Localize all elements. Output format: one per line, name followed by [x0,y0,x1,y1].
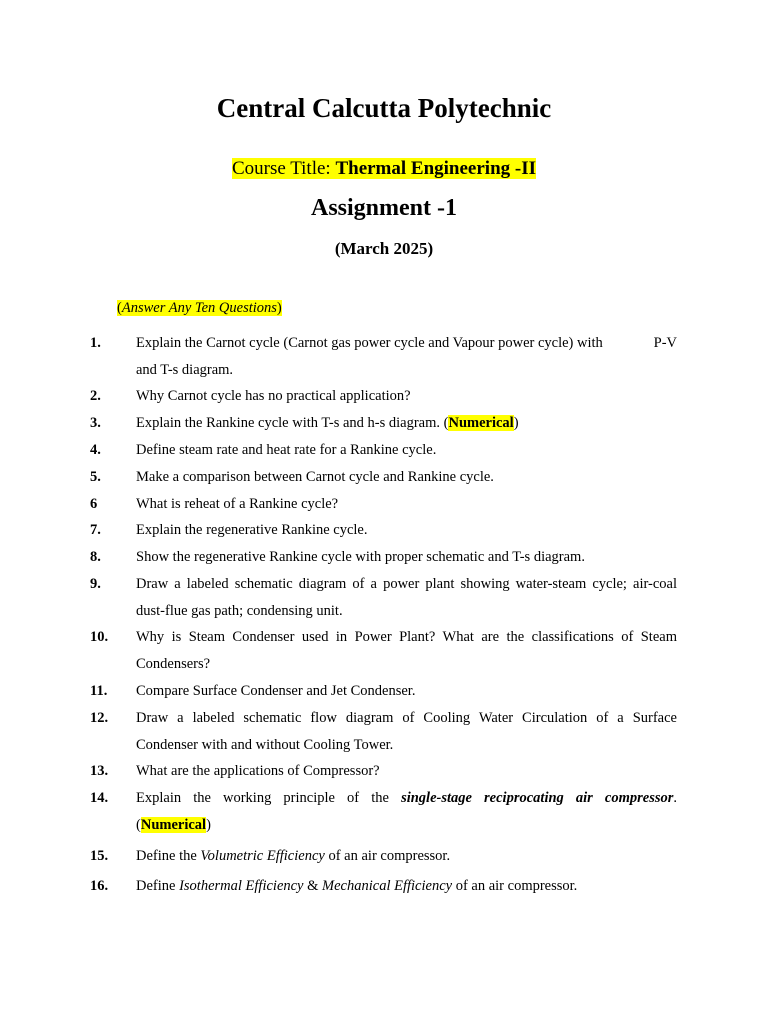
question-line: Define steam rate and heat rate for a Rankine cycle. [136,442,437,458]
question-text [136,624,677,677]
question-line: and T-s diagram. [136,361,234,378]
question-number: 6 [90,496,98,512]
course-name: Thermal Engineering -II [335,158,537,179]
question-line [136,812,677,839]
question-text [136,517,677,544]
question-text [136,705,677,758]
question-number: 11. [90,683,108,699]
question-line-part: ) [206,816,211,833]
question-text [136,544,677,571]
emphasis-text: Isothermal Efficiency [179,878,304,894]
question-text [136,678,677,705]
question-number: 13. [90,763,109,779]
question-line-part: Explain the Rankine cycle with T-s and h-s diagram. ( [136,415,449,431]
question-number: 16. [90,878,109,894]
question-number: 2. [90,388,101,404]
assignment-date: (March 2025) [334,239,434,258]
question-line [136,410,677,437]
question-line: Condenser with and without Cooling Tower. [136,736,394,753]
instruction-text: Answer Any Ten Questions [121,300,277,316]
question-line: Explain the regenerative Rankine cycle. [136,522,368,538]
question-line-part: & [303,878,323,894]
question-text [136,758,677,785]
question-number: 8. [90,549,101,565]
question-number: 7. [90,522,101,538]
question-line: What are the applications of Compressor? [136,763,380,779]
question-line [136,873,677,900]
question-line-part: Define [136,878,180,894]
question-line-part: Define the [136,848,201,864]
question-number: 1. [90,335,101,351]
numerical-tag: Numerical [140,816,207,833]
instruction [117,300,282,317]
question-line: dust-flue gas path; condensing unit. [136,602,343,619]
question-line: Why Carnot cycle has no practical application? [136,388,411,404]
institute-title: Central Calcutta Polytechnic [216,93,552,123]
question-line-part: ) [513,415,519,431]
question-line-part: . [673,790,677,806]
question-line [136,330,677,357]
question-line: Draw a labeled schematic diagram of a power plant showing water-steam cycle; air-coal [136,576,677,592]
emphasis-text: Volumetric Efficiency [200,848,325,864]
course-label: Course Title: [231,158,336,179]
question-line: Why is Steam Condenser used in Power Plant? What are the classifications of Steam [136,629,677,645]
course-title-highlight [232,158,536,179]
question-number: 12. [90,710,109,726]
emphasis-text: single-stage reciprocating air compressor [401,790,674,806]
assignment-title: Assignment -1 [310,195,457,221]
question-number: 15. [90,848,109,864]
question-number: 10. [90,629,109,645]
question-line-part: of an air compressor. [324,848,451,864]
question-line: Show the regenerative Rankine cycle with proper schematic and T-s diagram. [136,549,585,565]
question-text [136,491,677,518]
question-number: 3. [90,415,101,431]
question-line-part: Explain the working principle of the [136,790,389,806]
question-number: 9. [90,576,101,592]
question-text [136,437,677,464]
question-line-part: P-V [653,335,677,351]
question-line-part: Explain the Carnot cycle (Carnot gas power cycle and Vapour power cycle) with [136,335,603,351]
question-number: 5. [90,469,101,485]
question-text [136,330,677,383]
question-line: Condensers? [136,655,211,672]
question-line: What is reheat of a Rankine cycle? [136,496,339,512]
instruction-highlight: (Answer Any Ten Questions) [117,300,282,316]
numerical-tag: Numerical [448,415,514,431]
question-line [136,843,677,870]
question-line: Compare Surface Condenser and Jet Condenser. [136,683,416,699]
emphasis-text: Mechanical Efficiency [322,878,453,894]
question-line: Make a comparison between Carnot cycle and Rankine cycle. [136,469,494,485]
question-text [136,785,677,838]
question-text [136,464,677,491]
question-text [136,873,677,900]
question-line-part: of an air compressor. [452,878,578,894]
question-text [136,410,677,437]
question-text [136,571,677,624]
question-text [136,843,677,870]
question-line [136,785,677,812]
question-line: Draw a labeled schematic flow diagram of Cooling Water Circulation of a Surface [136,710,677,726]
question-text [136,383,677,410]
question-line-part: ( [136,816,141,833]
question-number: 4. [90,442,101,458]
course-title [0,158,768,180]
question-number: 14. [90,790,109,806]
